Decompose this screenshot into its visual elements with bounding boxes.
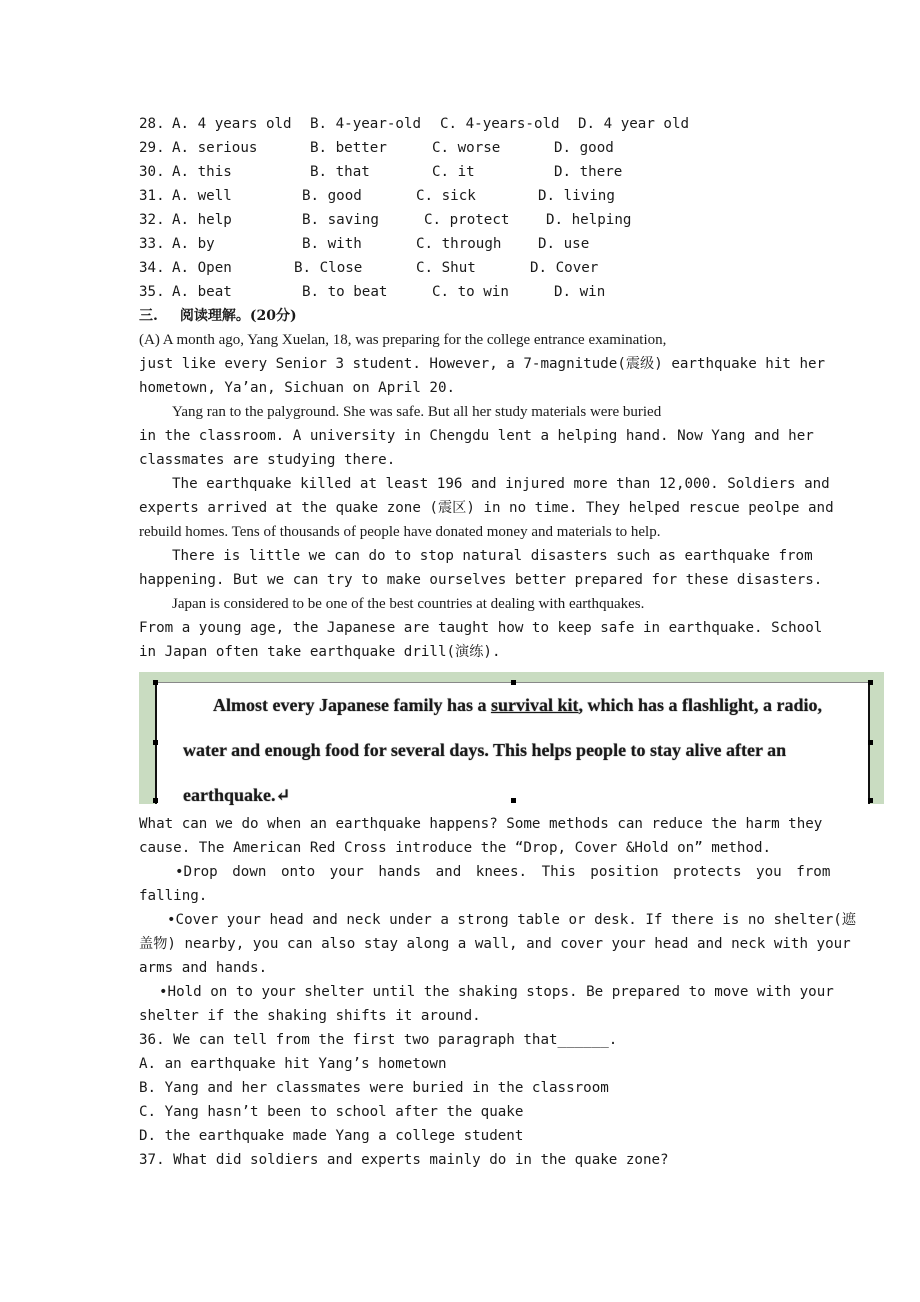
reading-passage-a-continued <box>139 812 856 1028</box>
text-box-text: , which has a flashlight, a radio, <box>578 695 823 715</box>
question-stem: 36. We can tell from the first two paragraph that______. <box>139 1032 618 1048</box>
embedded-text-box-image[interactable] <box>139 672 884 804</box>
answer-option: A. help <box>172 212 232 228</box>
passage-text: A month ago, Yang Xuelan, 18, was preparing for the college entrance examination, <box>159 332 667 348</box>
answer-option: A. serious <box>172 140 258 156</box>
section-title: 阅读理解。(20分) <box>179 308 297 324</box>
answer-option: B. saving <box>302 212 379 228</box>
answer-option: B. good <box>302 188 362 204</box>
answer-option: B. with <box>302 236 362 252</box>
resize-handle[interactable] <box>511 680 516 685</box>
passage-line: Japan is considered to be one of the best countries at dealing with earthquakes. <box>172 596 645 612</box>
passage-line: What can we do when an earthquake happens? Some methods can reduce the harm they <box>139 816 823 832</box>
question-stem: 37. What did soldiers and experts mainly do in the quake zone? <box>139 1152 669 1168</box>
answer-option: B. 4-year-old <box>310 116 422 132</box>
resize-handle[interactable] <box>153 740 158 745</box>
bullet-line: •Hold on to your shelter until the shaking stops. Be prepared to move with your <box>159 984 834 1000</box>
answer-option: C. 4-years-old <box>440 116 560 132</box>
passage-line: in Japan often take earthquake drill(演练). <box>139 644 501 660</box>
question-number: 34. <box>139 260 165 276</box>
answer-option: A. well <box>172 188 232 204</box>
question-number: 29. <box>139 140 165 156</box>
question-number: 33. <box>139 236 165 252</box>
mcq-row <box>139 112 819 136</box>
worksheet-continued <box>139 812 856 1172</box>
passage-line: The earthquake killed at least 196 and injured more than 12,000. Soldiers and <box>172 476 830 492</box>
text-box-line: earthquake.↵ <box>183 785 291 805</box>
resize-handle[interactable] <box>511 798 516 803</box>
passage-line: 盖物) nearby, you can also stay along a wall, and cover your head and neck with your <box>139 936 851 952</box>
question-number: 28. <box>139 116 165 132</box>
passage-line: There is little we can do to stop natural disasters such as earthquake from <box>172 548 813 564</box>
resize-handle[interactable] <box>153 680 158 685</box>
answer-option: D. good <box>554 140 614 156</box>
reading-passage-a <box>139 328 834 664</box>
answer-option: D. the earthquake made Yang a college student <box>139 1128 524 1144</box>
mcq-row <box>139 232 819 256</box>
passage-line: shelter if the shaking shifts it around. <box>139 1008 481 1024</box>
bullet-line: •Cover your head and neck under a strong table or desk. If there is no shelter(遮 <box>167 912 856 928</box>
mcq-row <box>139 208 819 232</box>
passage-line: Yang ran to the palyground. She was safe. But all her study materials were buried <box>172 404 662 420</box>
passage-line: in the classroom. A university in Chengdu lent a helping hand. Now Yang and her <box>139 428 814 444</box>
mcq-row <box>139 160 819 184</box>
answer-option: D. helping <box>546 212 632 228</box>
question-number: 35. <box>139 284 165 300</box>
answer-option: D. use <box>538 236 590 252</box>
multiple-choice-block <box>139 112 819 304</box>
answer-option: C. it <box>432 164 475 180</box>
question-37 <box>139 1148 819 1172</box>
answer-option: D. living <box>538 188 615 204</box>
answer-option: B. to beat <box>302 284 388 300</box>
question-number: 31. <box>139 188 165 204</box>
answer-option: B. that <box>310 164 370 180</box>
passage-label: (A) <box>139 332 160 348</box>
passage-line: just like every Senior 3 student. However, a 7-magnitude(震级) earthquake hit her <box>139 356 826 372</box>
passage-line: classmates are studying there. <box>139 452 396 468</box>
answer-option: A. an earthquake hit Yang’s hometown <box>139 1056 447 1072</box>
answer-option: A. Open <box>172 260 232 276</box>
passage-line: happening. But we can try to make ourselves better prepared for these disasters. <box>139 572 823 588</box>
answer-option: C. Shut <box>416 260 476 276</box>
answer-option: A. by <box>172 236 215 252</box>
mcq-row <box>139 184 819 208</box>
section-heading <box>139 304 819 328</box>
question-36 <box>139 1028 819 1148</box>
passage-line: hometown, Ya’an, Sichuan on April 20. <box>139 380 456 396</box>
answer-option: B. Close <box>294 260 363 276</box>
resize-handle[interactable] <box>868 740 873 745</box>
mcq-row <box>139 256 819 280</box>
passage-line: rebuild homes. Tens of thousands of people have donated money and materials to help. <box>139 524 661 540</box>
answer-option: C. protect <box>424 212 510 228</box>
answer-option: D. there <box>554 164 623 180</box>
answer-option: B. better <box>310 140 387 156</box>
passage-line: experts arrived at the quake zone (震区) in no time. They helped rescue peolpe and <box>139 500 834 516</box>
answer-option: D. Cover <box>530 260 599 276</box>
answer-option: B. Yang and her classmates were buried in the classroom <box>139 1080 609 1096</box>
text-box-line: water and enough food for several days. This helps people to stay alive after an <box>183 740 787 760</box>
resize-handle[interactable] <box>868 680 873 685</box>
text-box-frame <box>155 682 870 804</box>
answer-option: C. worse <box>432 140 501 156</box>
underlined-term: survival kit <box>490 695 579 715</box>
mcq-row <box>139 136 819 160</box>
answer-option: A. beat <box>172 284 232 300</box>
answer-option: C. sick <box>416 188 476 204</box>
resize-handle[interactable] <box>153 798 158 803</box>
section-number: 三. <box>139 308 158 324</box>
answer-option: A. this <box>172 164 232 180</box>
answer-option: C. to win <box>432 284 509 300</box>
resize-handle[interactable] <box>868 798 873 803</box>
worksheet <box>139 112 834 664</box>
answer-option: C. Yang hasn’t been to school after the quake <box>139 1104 524 1120</box>
passage-line: cause. The American Red Cross introduce the “Drop, Cover &Hold on” method. <box>139 840 772 856</box>
mcq-row <box>139 280 819 304</box>
passage-line: arms and hands. <box>139 960 268 976</box>
passage-line: From a young age, the Japanese are taught how to keep safe in earthquake. School <box>139 620 823 636</box>
answer-option: A. 4 years old <box>172 116 292 132</box>
text-box-line <box>183 683 862 728</box>
answer-option: D. win <box>554 284 606 300</box>
answer-option: D. 4 year old <box>578 116 690 132</box>
bullet-line: •Drop down onto your hands and knees. This position protects you from <box>175 864 831 880</box>
text-box-content <box>183 683 862 818</box>
passage-line: falling. <box>139 888 208 904</box>
answer-option: C. through <box>416 236 502 252</box>
question-number: 32. <box>139 212 165 228</box>
passage-line <box>139 328 819 352</box>
question-number: 30. <box>139 164 165 180</box>
text-box-text: Almost every Japanese family has a <box>213 695 491 715</box>
